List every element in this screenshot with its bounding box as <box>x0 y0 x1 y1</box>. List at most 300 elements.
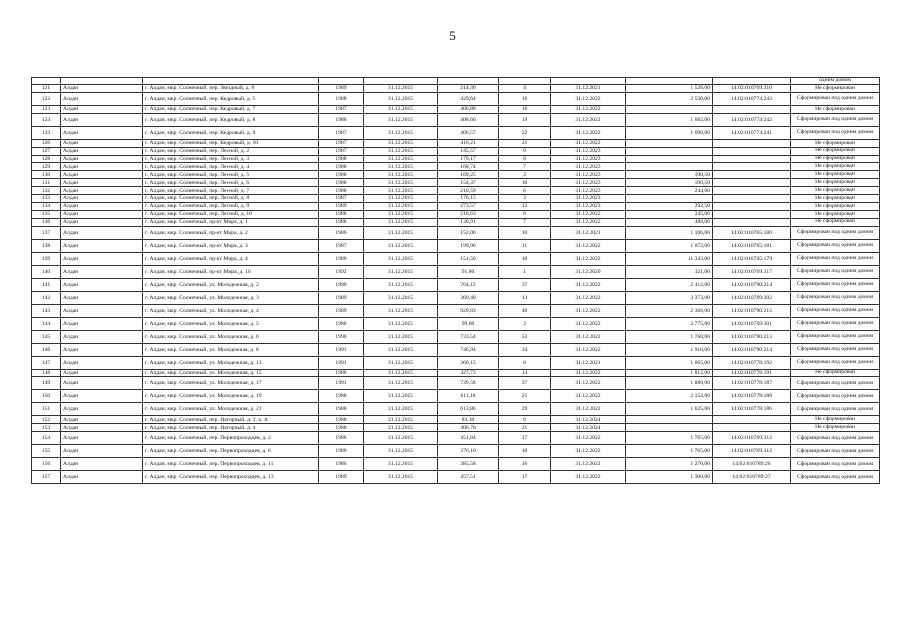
area-cell: 613,86 <box>438 403 499 416</box>
row-number-cell: 141 <box>32 278 61 291</box>
count-cell: 10 <box>499 179 551 187</box>
cadastral-number-cell <box>713 155 791 163</box>
address-cell: г. Алдан, мкр. Солнечный, пер. Первопроходцев, д. 11 <box>143 458 319 471</box>
table-row <box>32 92 880 105</box>
row-number-cell: 127 <box>32 147 61 155</box>
build-year-cell: 1988 <box>319 424 364 432</box>
register-table-body <box>32 78 880 484</box>
table-row <box>32 187 880 195</box>
cadastral-number-cell: 14:02:010778:187 <box>713 377 791 390</box>
table-row <box>32 252 880 265</box>
table-row <box>32 356 880 369</box>
row-number-cell: 133 <box>32 195 61 203</box>
address-cell: г. Алдан, мкр. Солнечный, пер. Звездный, д. 8 <box>143 85 319 93</box>
city-cell: Алдан <box>61 147 143 155</box>
area-cell: 216,63 <box>438 210 499 218</box>
count-cell: 37 <box>499 377 551 390</box>
address-cell: г. Алдан, мкр. Солнечный, пер. Лесной, д. 8 <box>143 195 319 203</box>
city-cell: Алдан <box>61 226 143 239</box>
date-cell: 31.12.2015 <box>364 458 438 471</box>
city-cell: Алдан <box>61 155 143 163</box>
table-row <box>32 377 880 390</box>
row-number-cell: 145 <box>32 330 61 343</box>
date-cell: 31.12.2015 <box>364 317 438 330</box>
address-cell: г. Алдан, мкр. Солнечный, пер. Лесной, д. 10 <box>143 210 319 218</box>
area-cell: 199,90 <box>438 239 499 252</box>
deadline-cell: 31.12.2022 <box>551 403 626 416</box>
build-year-cell: 1988 <box>319 92 364 105</box>
build-year-cell: 1988 <box>319 163 364 171</box>
deadline-cell: 31.12.2022 <box>551 432 626 445</box>
count-cell: 0 <box>499 147 551 155</box>
table-row <box>32 369 880 377</box>
deadline-cell: 31.12.2022 <box>551 343 626 356</box>
area-cell: 451,84 <box>438 432 499 445</box>
address-cell: г. Алдан, мкр. Солнечный, пер. Нагорный, д. 4 <box>143 424 319 432</box>
row-number-cell: 144 <box>32 317 61 330</box>
count-cell: 10 <box>499 445 551 458</box>
row-number-cell: 149 <box>32 377 61 390</box>
build-year-cell: 1988 <box>319 171 364 179</box>
cost-cell: 2 366,00 <box>626 304 713 317</box>
build-year-cell: 1989 <box>319 291 364 304</box>
date-cell: 31.12.2015 <box>364 85 438 93</box>
cost-cell: 321,00 <box>626 265 713 278</box>
city-cell: Алдан <box>61 330 143 343</box>
area-cell: 168,74 <box>438 163 499 171</box>
row-number-cell: 133 <box>32 126 61 139</box>
count-cell: 1 <box>499 265 551 278</box>
area-cell: 273,57 <box>438 202 499 210</box>
deadline-cell: 31.12.2023 <box>551 155 626 163</box>
row-number-cell: 147 <box>32 356 61 369</box>
cost-cell: 1 765,00 <box>626 432 713 445</box>
date-cell: 31.12.2015 <box>364 390 438 403</box>
deadline-cell: 31.12.2022 <box>551 390 626 403</box>
status-cell: Сформирован под одним домом <box>791 278 880 291</box>
deadline-cell: 31.12.2022 <box>551 304 626 317</box>
area-cell: 376,10 <box>438 445 499 458</box>
cost-cell: 1 625,00 <box>626 403 713 416</box>
city-cell: Алдан <box>61 377 143 390</box>
address-cell: г. Алдан, мкр. Солнечный, пер. Нагорный, д. 2, к. А <box>143 416 319 424</box>
date-cell: 31.12.2015 <box>364 126 438 139</box>
date-cell: 31.12.2015 <box>364 445 438 458</box>
row-number-cell: 156 <box>32 458 61 471</box>
cadastral-number-cell: 14:02:010769:317 <box>713 265 791 278</box>
area-cell: 151,50 <box>438 252 499 265</box>
date-cell: 31.12.2015 <box>364 343 438 356</box>
deadline-cell: 31.12.2020 <box>551 265 626 278</box>
status-cell: Не сформирован <box>791 218 880 226</box>
cadastral-number-cell: 14:02:010774:242 <box>713 113 791 126</box>
row-number-cell: 142 <box>32 291 61 304</box>
table-row <box>32 195 880 203</box>
city-cell: Алдан <box>61 403 143 416</box>
address-cell: г. Алдан, мкр. Солнечный, ул. Молодежная, д. 4 <box>143 304 319 317</box>
cadastral-number-cell: 14:02:010769:301 <box>713 317 791 330</box>
build-year-cell: 1990 <box>319 278 364 291</box>
build-year-cell: 1987 <box>319 105 364 113</box>
row-number-cell: 124 <box>32 113 61 126</box>
cost-cell <box>626 155 713 163</box>
cost-cell: 1 665,00 <box>626 356 713 369</box>
city-cell: Алдан <box>61 85 143 93</box>
table-row <box>32 126 880 139</box>
table-row <box>32 113 880 126</box>
row-number-cell: 155 <box>32 445 61 458</box>
table-row <box>32 210 880 218</box>
city-cell: Алдан <box>61 317 143 330</box>
cadastral-number-cell <box>713 147 791 155</box>
table-row <box>32 147 880 155</box>
status-cell: Не сформирован <box>791 369 880 377</box>
count-cell: 22 <box>499 126 551 139</box>
date-cell: 31.12.2015 <box>364 163 438 171</box>
count-cell: 8 <box>499 155 551 163</box>
table-row <box>32 265 880 278</box>
cadastral-number-cell <box>713 139 791 147</box>
area-cell: 427,73 <box>438 369 499 377</box>
address-cell: г. Алдан, мкр. Солнечный, пер. Кедровый, д. 7 <box>143 105 319 113</box>
cadastral-number-cell <box>713 105 791 113</box>
city-cell: Алдан <box>61 113 143 126</box>
city-cell: Алдан <box>61 416 143 424</box>
build-year-cell: 1987 <box>319 139 364 147</box>
cadastral-number-cell: 14:02:010790:213 <box>713 330 791 343</box>
address-cell: г. Алдан, мкр. Солнечный, пер. Кедровый, д. 5 <box>143 92 319 105</box>
cadastral-number-cell <box>713 416 791 424</box>
table-row <box>32 291 880 304</box>
area-cell: 154,37 <box>438 179 499 187</box>
cost-cell <box>626 147 713 155</box>
area-cell: 746,94 <box>438 343 499 356</box>
cost-cell: 1 760,00 <box>626 330 713 343</box>
city-cell: Алдан <box>61 92 143 105</box>
count-cell: 21 <box>499 424 551 432</box>
status-cell: Сформирован под одним домом <box>791 113 880 126</box>
count-cell: 6 <box>499 187 551 195</box>
city-cell: Алдан <box>61 304 143 317</box>
build-year-cell: 1986 <box>319 226 364 239</box>
date-cell: 31.12.2015 <box>364 424 438 432</box>
row-number-cell: 151 <box>32 403 61 416</box>
city-cell: Алдан <box>61 252 143 265</box>
deadline-cell: 31.12.2022 <box>551 317 626 330</box>
table-row <box>32 202 880 210</box>
cadastral-number-cell <box>713 195 791 203</box>
row-number-cell: 122 <box>32 92 61 105</box>
build-year-cell: 1988 <box>319 403 364 416</box>
table-row <box>32 139 880 147</box>
build-year-cell: 1991 <box>319 356 364 369</box>
deadline-cell: 31.12.2023 <box>551 202 626 210</box>
row-number-cell: 148 <box>32 369 61 377</box>
table-row <box>32 226 880 239</box>
deadline-cell: 31.12.2022 <box>551 105 626 113</box>
area-cell: 91,80 <box>438 265 499 278</box>
cost-cell: 245,00 <box>626 210 713 218</box>
cadastral-number-cell: 14:02:010774:241 <box>713 126 791 139</box>
date-cell: 31.12.2015 <box>364 92 438 105</box>
table-row <box>32 424 880 432</box>
row-number-cell: 128 <box>32 155 61 163</box>
area-cell: 360,40 <box>438 291 499 304</box>
build-year-cell: 1986 <box>319 317 364 330</box>
address-cell: г. Алдан, мкр. Солнечный, пер. Кедровый, д. 8 <box>143 113 319 126</box>
date-cell: 31.12.2015 <box>364 147 438 155</box>
cadastral-number-cell: 14:02:010769:312 <box>713 432 791 445</box>
cadastral-number-cell <box>713 171 791 179</box>
area-cell: 360,15 <box>438 356 499 369</box>
status-cell: Не сформирован <box>791 210 880 218</box>
table-row <box>32 458 880 471</box>
cadastral-number-cell: 14:02:010790:214 <box>713 278 791 291</box>
count-cell: 16 <box>499 92 551 105</box>
cadastral-number-cell <box>713 218 791 226</box>
date-cell: 31.12.2015 <box>364 239 438 252</box>
deadline-cell: 31.12.2022 <box>551 218 626 226</box>
deadline-cell: 31.12.2023 <box>551 187 626 195</box>
area-cell: 83,30 <box>438 416 499 424</box>
table-row <box>32 278 880 291</box>
status-cell: Не сформирован <box>791 155 880 163</box>
date-cell: 31.12.2015 <box>364 471 438 484</box>
build-year-cell: 1988 <box>319 390 364 403</box>
status-cell: Сформирован под одним домом <box>791 445 880 458</box>
build-year-cell: 1989 <box>319 471 364 484</box>
city-cell: Алдан <box>61 171 143 179</box>
build-year-cell: 1986 <box>319 445 364 458</box>
area-cell: 416,21 <box>438 139 499 147</box>
date-cell: 31.12.2015 <box>364 139 438 147</box>
cost-cell <box>626 105 713 113</box>
row-number-cell: 146 <box>32 343 61 356</box>
cadastral-number-cell: 14:02:010790:215 <box>713 304 791 317</box>
city-cell: Алдан <box>61 163 143 171</box>
table-row <box>32 343 880 356</box>
table-row <box>32 85 880 93</box>
table-row <box>32 445 880 458</box>
city-cell: Алдан <box>61 239 143 252</box>
deadline-cell: 31.12.2022 <box>551 252 626 265</box>
cadastral-number-cell: 14:02:010789:27 <box>713 471 791 484</box>
address-cell: г. Алдан, мкр. Солнечный, ул. Молодежная, д. 13 <box>143 356 319 369</box>
area-cell: 169,25 <box>438 171 499 179</box>
deadline-cell: 31.12.2022 <box>551 330 626 343</box>
count-cell: 10 <box>499 226 551 239</box>
build-year-cell: 1990 <box>319 330 364 343</box>
count-cell: 53 <box>499 330 551 343</box>
city-cell: Алдан <box>61 432 143 445</box>
count-cell: 7 <box>499 163 551 171</box>
city-cell: Алдан <box>61 458 143 471</box>
cost-cell: 1 765,00 <box>626 445 713 458</box>
build-year-cell: 1988 <box>319 416 364 424</box>
cost-cell: 1 812,00 <box>626 369 713 377</box>
count-cell: 14 <box>499 369 551 377</box>
table-row <box>32 432 880 445</box>
date-cell: 31.12.2015 <box>364 210 438 218</box>
build-year-cell: 1987 <box>319 195 364 203</box>
date-cell: 31.12.2015 <box>364 179 438 187</box>
status-cell: Сформирован под одним домом <box>791 403 880 416</box>
deadline-cell: 31.12.2022 <box>551 126 626 139</box>
area-cell: 739,58 <box>438 377 499 390</box>
date-cell: 31.12.2015 <box>364 195 438 203</box>
cadastral-number-cell: 14:02:010778:188 <box>713 390 791 403</box>
city-cell: Алдан <box>61 445 143 458</box>
date-cell: 31.12.2015 <box>364 416 438 424</box>
status-cell: Не сформирован <box>791 195 880 203</box>
table-row <box>32 304 880 317</box>
cost-cell: 1 300,00 <box>626 471 713 484</box>
row-number-cell: 137 <box>32 226 61 239</box>
table-row <box>32 179 880 187</box>
deadline-cell: 31.12.2022 <box>551 92 626 105</box>
address-cell: г. Алдан, мкр. Солнечный, ул. Молодежная, д. 3 <box>143 291 319 304</box>
area-cell: 929,83 <box>438 304 499 317</box>
cost-cell: 190,50 <box>626 171 713 179</box>
row-number-cell: 134 <box>32 202 61 210</box>
address-cell: г. Алдан, мкр. Солнечный, ул. Молодежная, д. 15 <box>143 369 319 377</box>
row-number-cell: 150 <box>32 390 61 403</box>
date-cell: 31.12.2015 <box>364 403 438 416</box>
table-row <box>32 403 880 416</box>
city-cell: Алдан <box>61 105 143 113</box>
deadline-cell: 31.12.2023 <box>551 171 626 179</box>
row-number-cell: 126 <box>32 139 61 147</box>
count-cell: 7 <box>499 218 551 226</box>
status-cell: Сформирован под одним домом <box>791 377 880 390</box>
date-cell: 31.12.2015 <box>364 226 438 239</box>
cost-cell <box>626 195 713 203</box>
area-cell: 611,18 <box>438 390 499 403</box>
cost-cell: 1 682,00 <box>626 113 713 126</box>
count-cell: 34 <box>499 343 551 356</box>
deadline-cell: 31.12.2023 <box>551 179 626 187</box>
city-cell: Алдан <box>61 471 143 484</box>
build-year-cell: 1986 <box>319 458 364 471</box>
build-year-cell: 1986 <box>319 252 364 265</box>
status-cell: Сформирован под одним домом <box>791 458 880 471</box>
area-cell: 179,17 <box>438 155 499 163</box>
row-number-cell: 140 <box>32 265 61 278</box>
date-cell: 31.12.2015 <box>364 171 438 179</box>
date-cell: 31.12.2015 <box>364 105 438 113</box>
area-cell: 406,70 <box>438 424 499 432</box>
build-year-cell: 1989 <box>319 202 364 210</box>
deadline-cell: 31.12.2022 <box>551 278 626 291</box>
address-cell: г. Алдан, мкр. Солнечный, пер. Первопроходцев, д. 6 <box>143 445 319 458</box>
deadline-cell: 31.12.2022 <box>551 369 626 377</box>
address-cell: г. Алдан, мкр. Солнечный, пер. Лесной, д. 4 <box>143 163 319 171</box>
deadline-cell: 31.12.2022 <box>551 291 626 304</box>
area-cell: 408,60 <box>438 113 499 126</box>
address-cell: г. Алдан, мкр. Солнечный, ул. Молодежная, д. 17 <box>143 377 319 390</box>
status-cell: Сформирован под одним домом <box>791 226 880 239</box>
status-cell: Не сформирован <box>791 202 880 210</box>
cadastral-number-cell: 14:02:010790:214 <box>713 343 791 356</box>
address-cell: г. Алдан, мкр. Солнечный, пр-кт Мира, д. 2 <box>143 226 319 239</box>
cadastral-number-cell: 14:02:010769:302 <box>713 291 791 304</box>
build-year-cell: 1989 <box>319 85 364 93</box>
address-cell: г. Алдан, мкр. Солнечный, ул. Молодежная, д. 21 <box>143 403 319 416</box>
deadline-cell: 31.12.2021 <box>551 356 626 369</box>
area-cell: 733,54 <box>438 330 499 343</box>
address-cell: г. Алдан, мкр. Солнечный, ул. Молодежная, д. 19 <box>143 390 319 403</box>
cadastral-number-cell: 14:02:010774:243 <box>713 92 791 105</box>
cadastral-number-cell: 14:02:010789:26 <box>713 458 791 471</box>
count-cell: 6 <box>499 416 551 424</box>
city-cell: Алдан <box>61 126 143 139</box>
address-cell: г. Алдан, мкр. Солнечный, пер. Лесной, д. 5 <box>143 171 319 179</box>
status-cell: Не сформирован <box>791 105 880 113</box>
row-number-cell: 153 <box>32 424 61 432</box>
address-cell: г. Алдан, мкр. Солнечный, пер. Первопроходцев, д. 13 <box>143 471 319 484</box>
date-cell: 31.12.2015 <box>364 356 438 369</box>
status-cell: Сформирован под одним домом <box>791 343 880 356</box>
status-cell: Не сформирован <box>791 163 880 171</box>
cost-cell: 2 775,00 <box>626 317 713 330</box>
area-cell: 145,57 <box>438 147 499 155</box>
status-cell: Не сформирован <box>791 85 880 93</box>
area-cell: 152,00 <box>438 226 499 239</box>
deadline-cell: 31.12.2021 <box>551 226 626 239</box>
area-cell: 176,15 <box>438 195 499 203</box>
date-cell: 31.12.2015 <box>364 369 438 377</box>
cost-cell <box>626 139 713 147</box>
table-row <box>32 390 880 403</box>
address-cell: г. Алдан, мкр. Солнечный, ул. Молодежная, д. 8 <box>143 343 319 356</box>
date-cell: 31.12.2015 <box>364 278 438 291</box>
area-cell: 130,91 <box>438 218 499 226</box>
cost-cell: 1 526,00 <box>626 85 713 93</box>
cadastral-number-cell <box>713 187 791 195</box>
address-cell: г. Алдан, мкр. Солнечный, пр-кт Мира, д. 1 <box>143 218 319 226</box>
count-cell: 40 <box>499 304 551 317</box>
table-row <box>32 171 880 179</box>
cost-cell: 2 530,00 <box>626 92 713 105</box>
status-cell: Сформирован под одним домом <box>791 432 880 445</box>
cost-cell: 11 343,00 <box>626 252 713 265</box>
address-cell: г. Алдан, мкр. Солнечный, пер. Лесной, д. 9 <box>143 202 319 210</box>
area-cell: 457,51 <box>438 471 499 484</box>
row-number-cell: 132 <box>32 187 61 195</box>
deadline-cell: 31.12.2022 <box>551 445 626 458</box>
deadline-cell: 31.12.2022 <box>551 377 626 390</box>
area-cell: 429,64 <box>438 92 499 105</box>
status-cell: одним домом <box>791 78 880 85</box>
table-row <box>32 416 880 424</box>
city-cell: Алдан <box>61 278 143 291</box>
deadline-cell: 31.12.2022 <box>551 139 626 147</box>
cost-cell: 2 412,00 <box>626 278 713 291</box>
build-year-cell: 1991 <box>319 377 364 390</box>
city-cell: Алдан <box>61 218 143 226</box>
status-cell: Не сформирован <box>791 179 880 187</box>
address-cell: г. Алдан, мкр. Солнечный, ул. Молодежная, д. 6 <box>143 330 319 343</box>
status-cell: Сформирован под одним домом <box>791 317 880 330</box>
count-cell: 3 <box>499 317 551 330</box>
cost-cell: 1 106,00 <box>626 226 713 239</box>
table-row <box>32 471 880 484</box>
table-row <box>32 218 880 226</box>
deadline-cell: 31.12.2022 <box>551 239 626 252</box>
cadastral-number-cell: 14:02:010765:179 <box>713 252 791 265</box>
cost-cell: 1 072,00 <box>626 239 713 252</box>
date-cell: 31.12.2015 <box>364 218 438 226</box>
